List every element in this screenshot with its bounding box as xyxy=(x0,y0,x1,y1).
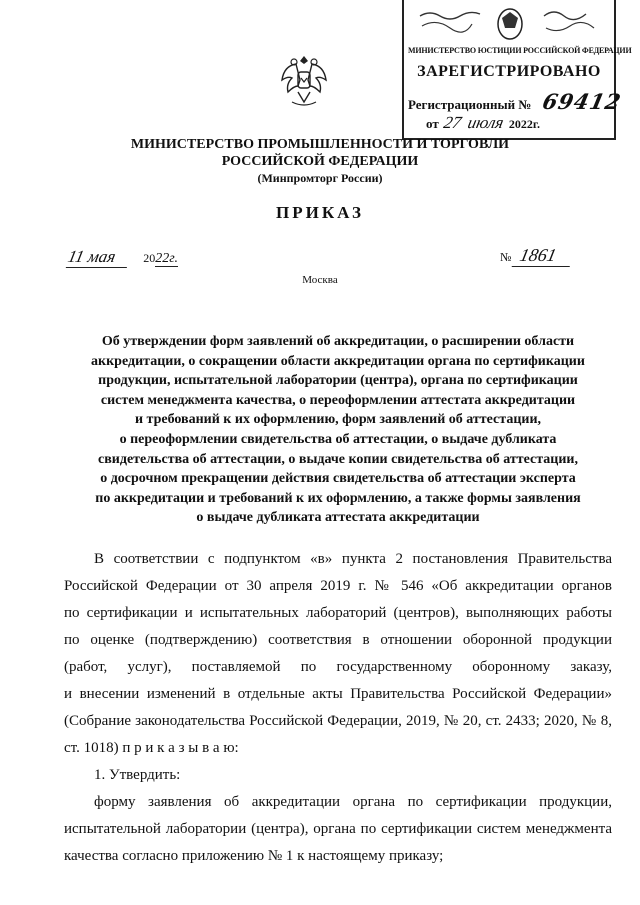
order-number xyxy=(500,245,572,267)
subject-line: свидетельства об аттестации, о выдаче копии свидетельства об аттестации, xyxy=(98,451,578,467)
order-date-year-prefix: 20 xyxy=(143,251,156,265)
order-number-handwritten: 1861 xyxy=(512,245,575,267)
stamp-date-prefix: от xyxy=(426,116,439,131)
subject-line: Об утверждении форм заявлений об аккредитации, о расширении области xyxy=(101,334,575,349)
body-line: форму заявления об аккредитации органа по сертификации продукции, xyxy=(94,794,612,810)
ministry-line-2: РОССИЙСКОЙ ФЕДЕРАЦИИ xyxy=(221,154,419,169)
coat-of-arms-icon xyxy=(280,52,328,110)
body-line: 1. Утвердить: xyxy=(94,767,181,783)
ministry-header xyxy=(0,136,640,187)
subject-line: о досрочном прекращении действия свидетельства об аттестации эксперта xyxy=(100,471,576,487)
order-date xyxy=(68,247,178,268)
stamp-date-month: июля xyxy=(466,113,506,132)
body-line: ст. 1018) п р и к а з ы в а ю: xyxy=(64,740,239,756)
body-line: Российской Федерации от 30 апреля 2019 г. № 546 «Об аккредитации органов xyxy=(64,578,612,594)
body-line: качества согласно приложению № 1 к настоящему приказу; xyxy=(64,848,444,864)
order-date-handwritten: 11 мая xyxy=(66,247,132,268)
body-line: (работ, услуг), поставляемой по государственному оборонному заказу, xyxy=(64,659,612,675)
subject-line: аккредитации, о сокращении области аккредитации органа по сертификации xyxy=(91,353,585,369)
body-line: по сертификации и испытательных лабораторий (центров), выполняющих работы xyxy=(64,605,612,621)
registration-stamp xyxy=(402,0,632,140)
stamp-reg-number: 69412 xyxy=(539,89,624,114)
order-subject xyxy=(68,332,608,528)
stamp-emblem-icon xyxy=(410,4,610,42)
subject-line: и требований к их оформлению, форм заявлений об аттестации, xyxy=(134,412,542,428)
subject-line: систем менеджмента качества, о переоформлении аттестата аккредитации xyxy=(100,392,576,408)
body-line: по оценке (подтверждению) соответствия в отношении оборонной продукции xyxy=(64,632,612,648)
body-line: (Собрание законодательства Российской Федерации, 2019, № 20, ст. 2433; 2020, № 8, xyxy=(64,713,612,729)
ministry-line-1: МИНИСТЕРСТВО ПРОМЫШЛЕННОСТИ И ТОРГОВЛИ xyxy=(130,137,510,152)
subject-line: по аккредитации и требований к их оформлению, а также формы заявления xyxy=(95,490,581,506)
subject-line: о выдаче дубликата аттестата аккредитации xyxy=(196,510,480,526)
order-title: ПРИКАЗ xyxy=(276,203,364,222)
stamp-reg-label: Регистрационный № xyxy=(408,97,532,112)
stamp-date xyxy=(426,113,540,133)
subject-line: продукции, испытательной лаборатории (центра), органа по сертификации xyxy=(98,373,578,389)
body-line: и внесении изменений в отдельные акты Правительства Российской Федерации» xyxy=(64,686,612,702)
order-date-year-handwritten: 22г. xyxy=(155,251,179,266)
stamp-date-year: 2022г. xyxy=(508,117,540,131)
order-body xyxy=(64,546,612,870)
stamp-registration xyxy=(408,89,624,114)
body-line: В соответствии с подпунктом «в» пункта 2 постановления Правительства xyxy=(94,551,612,567)
order-number-prefix: № xyxy=(500,250,512,264)
ministry-short-name: (Минпромторг России) xyxy=(257,171,383,185)
stamp-title: ЗАРЕГИСТРИРОВАНО xyxy=(417,63,601,80)
body-line: испытательной лаборатории (центра), органа по сертификации систем менеджмента xyxy=(64,821,612,837)
stamp-date-day: 27 xyxy=(442,113,464,132)
subject-line: о переоформлении свидетельства об аттестации, о выдаче дубликата xyxy=(119,431,557,447)
order-city: Москва xyxy=(302,274,338,286)
stamp-ministry-name: МИНИСТЕРСТВО ЮСТИЦИИ РОССИЙСКОЙ ФЕДЕРАЦИИ xyxy=(408,46,632,55)
